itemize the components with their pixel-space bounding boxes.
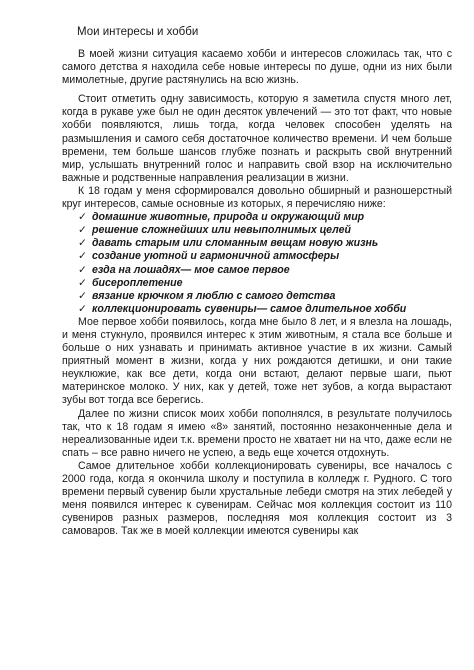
checkmark-icon: ✓ xyxy=(78,302,87,315)
checkmark-icon: ✓ xyxy=(78,224,87,237)
hobby-text: создание уютной и гармоничной атмосферы xyxy=(92,250,340,263)
document-body xyxy=(62,48,452,538)
checkmark-icon: ✓ xyxy=(78,289,87,302)
paragraph-list-intro: К 18 годам у меня сформировался довольно обширный и разношерстный круг интересов, самые основные из которых, я перечисляю ниже: xyxy=(62,184,452,211)
checkmark-icon: ✓ xyxy=(78,237,87,250)
hobby-text: коллекционировать сувениры— самое длительное хобби xyxy=(92,302,407,315)
hobby-text: решение сложнейших или невыполнимых целей xyxy=(92,224,351,237)
checkmark-icon: ✓ xyxy=(78,250,87,263)
list-item xyxy=(78,224,452,237)
hobby-text: бисероплетение xyxy=(92,276,183,289)
list-item xyxy=(78,277,452,290)
paragraph-dependence: Стоит отметить одну зависимость, которую я заметила спустя много лет, когда в рукаве уже был не один десяток увлечений — это тот факт, что новые хобби появляются, лишь тогда, когда человек способен уделять на размышления и самого себя достаточное количество времени. И чем больше времени, тем больше шансов глубже познать и раскрыть свой внутренний мир, услышать внутренний голос и направить свой взор на исключительно важные и родственные направления реализации в жизни. xyxy=(62,93,452,184)
list-item xyxy=(78,250,452,263)
list-item xyxy=(78,237,452,250)
checkmark-icon: ✓ xyxy=(78,263,87,276)
hobby-text: давать старым или сломанным вещам новую жизнь xyxy=(92,237,379,250)
hobby-text: езда на лошадях— мое самое первое xyxy=(92,263,290,276)
hobby-text: вязание крючком я люблю с самого детства xyxy=(92,289,336,302)
list-item xyxy=(78,290,452,303)
list-item xyxy=(78,264,452,277)
paragraph-souvenirs: Самое длительное хобби коллекционировать сувениры, все началось с 2000 года, когда я окончила школу и поступила в колледж г. Рудного. С того времени первый сувенир были хрустальные лебеди смотря на этих лебедей у меня появился интерес к сувенирам. Сейчас моя коллекция состоит из 110 сувениров разных размеров, последняя моя коллекция состоит из 3 самоваров. Так же в моей коллекции имеются сувениры как xyxy=(62,459,452,538)
paragraph-first-hobby: Мое первое хобби появилось, когда мне было 8 лет, и я влезла на лошадь, и меня стукнуло, проявился интерес к этим животным, я стала все больше и больше о них узнавать и принимать активное участие в их жизни. Самый приятный момент в жизни, когда у них рождаются детишки, и они такие неуклюжие, как все дети, когда они встают, делают первые шаги, пьют материнское молоко. У них, как у детей, тоже нет зубов, а когда вырастают зубы вот тогда все берегись. xyxy=(62,315,452,407)
document-title: Мои интересы и хобби xyxy=(77,26,199,38)
list-item xyxy=(78,211,452,224)
paragraph-hobby-count: Далее по жизни список моих хобби пополнялся, в результате получилось так, что к 18 годам я имею «8» занятий, постоянно незаконченные дела и нереализованные идеи т.к. времени просто не хватает ни на что, даже если не спать – все равно ничего не успею, а ведь еще хочется отдохнуть. xyxy=(62,407,452,459)
checkmark-icon: ✓ xyxy=(78,276,87,289)
checkmark-icon: ✓ xyxy=(78,211,87,224)
list-item xyxy=(78,303,452,316)
paragraph-intro: В моей жизни ситуация касаемо хобби и интересов сложилась так, что с самого детства я находила себе новые интересы по душе, одни из них были мимолетные, другие растянулись на всю жизнь. xyxy=(62,48,452,87)
hobby-text: домашние животные, природа и окружающий мир xyxy=(92,211,365,224)
hobby-list xyxy=(62,211,452,316)
